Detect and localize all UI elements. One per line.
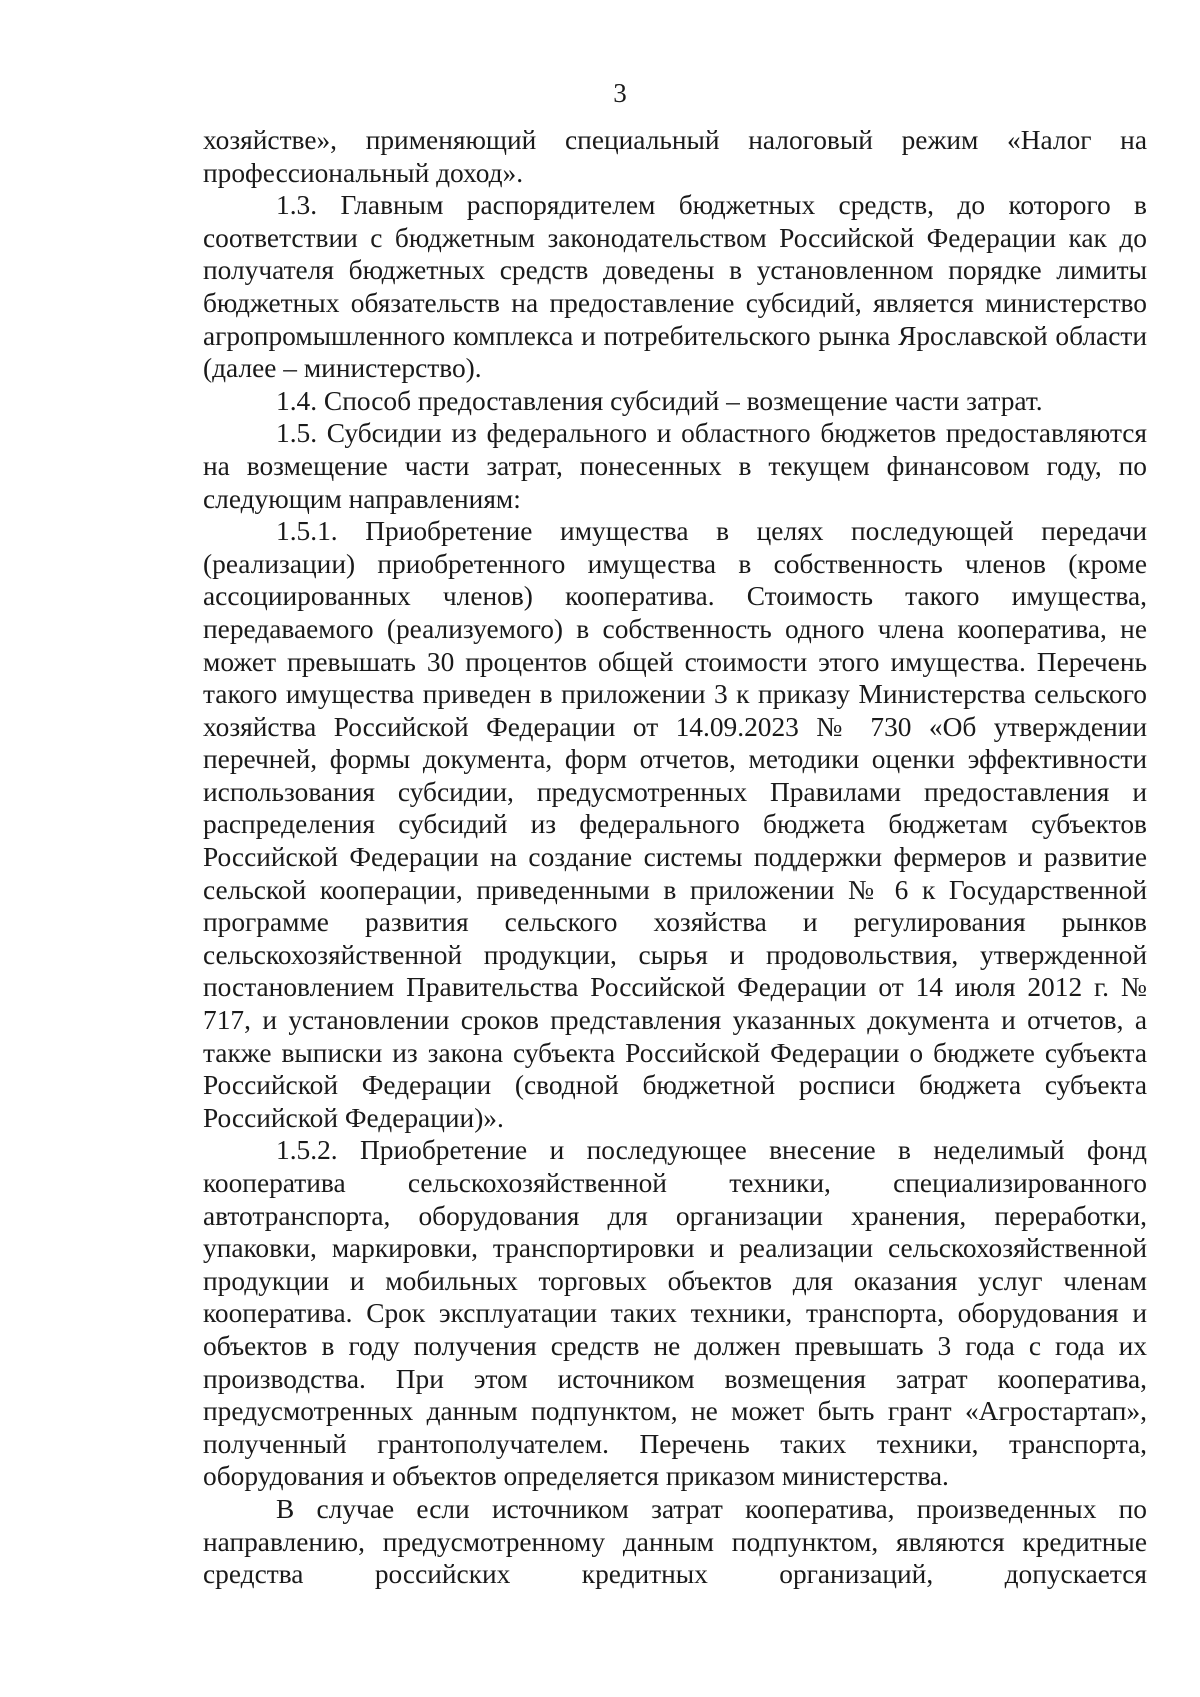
paragraph-1-5: 1.5. Субсидии из федерального и областного бюджетов предоставляются на возмещение части затрат, понесенных в текущем финансовом году, по следующим направлениям: bbox=[203, 418, 1147, 514]
paragraph-1-3: 1.3. Главным распорядителем бюджетных средств, до которого в соответствии с бюджетным законодательством Российской Федерации как до получателя бюджетных средств доведены в установленном порядке лимиты бюджетных обязательств на предоставление субсидий, является министерство агропромышленного комплекса и потребительского рынка Ярославской области (далее – министерство). bbox=[203, 190, 1147, 384]
paragraph-1-5-1: 1.5.1. Приобретение имущества в целях последующей передачи (реализации) приобретенного имущества в собственность членов (кроме ассоциированных членов) кооператива. Стоимость такого имущества, передаваемого (реализуемого) в собственность одного члена кооператива, не может превышать 30 процентов общей стоимости этого имущества. Перечень такого имущества приведен в приложении 3 к приказу Министерства сельского хозяйства Российской Федерации от 14.09.2023 № 730 «Об утверждении перечней, формы документа, форм отчетов, методики оценки эффективности использования субсидии, предусмотренных Правилами предоставления и распределения субсидий из федерального бюджета бюджетам субъектов Российской Федерации на создание системы поддержки фермеров и развитие сельской кооперации, приведенными в приложении № 6 к Государственной программе развития сельского хозяйства и регулирования рынков сельскохозяйственной продукции, сырья и продовольствия, утвержденной постановлением Правительства Российской Федерации от 14 июля 2012 г. № 717, и установлении сроков представления указанных документа и отчетов, а также выписки из закона субъекта Российской Федерации о бюджете субъекта Российской Федерации (сводной бюджетной росписи бюджета субъекта Российской Федерации)». bbox=[203, 516, 1147, 1133]
page-number: 3 bbox=[613, 78, 627, 108]
document-body bbox=[203, 124, 1147, 1591]
paragraph-continuation: хозяйстве», применяющий специальный налоговый режим «Налог на профессиональный доход». bbox=[203, 125, 1147, 188]
paragraph-1-5-2: 1.5.2. Приобретение и последующее внесение в неделимый фонд кооператива сельскохозяйственной техники, специализированного автотранспорта, оборудования для организации хранения, переработки, упаковки, маркировки, транспортировки и реализации сельскохозяйственной продукции и мобильных торговых объектов для оказания услуг членам кооператива. Срок эксплуатации таких техники, транспорта, оборудования и объектов в году получения средств не должен превышать 3 года с года их производства. При этом источником возмещения затрат кооператива, предусмотренных данным подпунктом, не может быть грант «Агростартап», полученный грантополучателем. Перечень таких техники, транспорта, оборудования и объектов определяется приказом министерства. bbox=[203, 1135, 1147, 1492]
paragraph-credit-funds: В случае если источником затрат кооператива, произведенных по направлению, предусмотренному данным подпунктом, являются кредитные средства российских кредитных организаций, допускается bbox=[203, 1493, 1147, 1590]
paragraph-1-4: 1.4. Способ предоставления субсидий – возмещение части затрат. bbox=[276, 385, 1043, 416]
